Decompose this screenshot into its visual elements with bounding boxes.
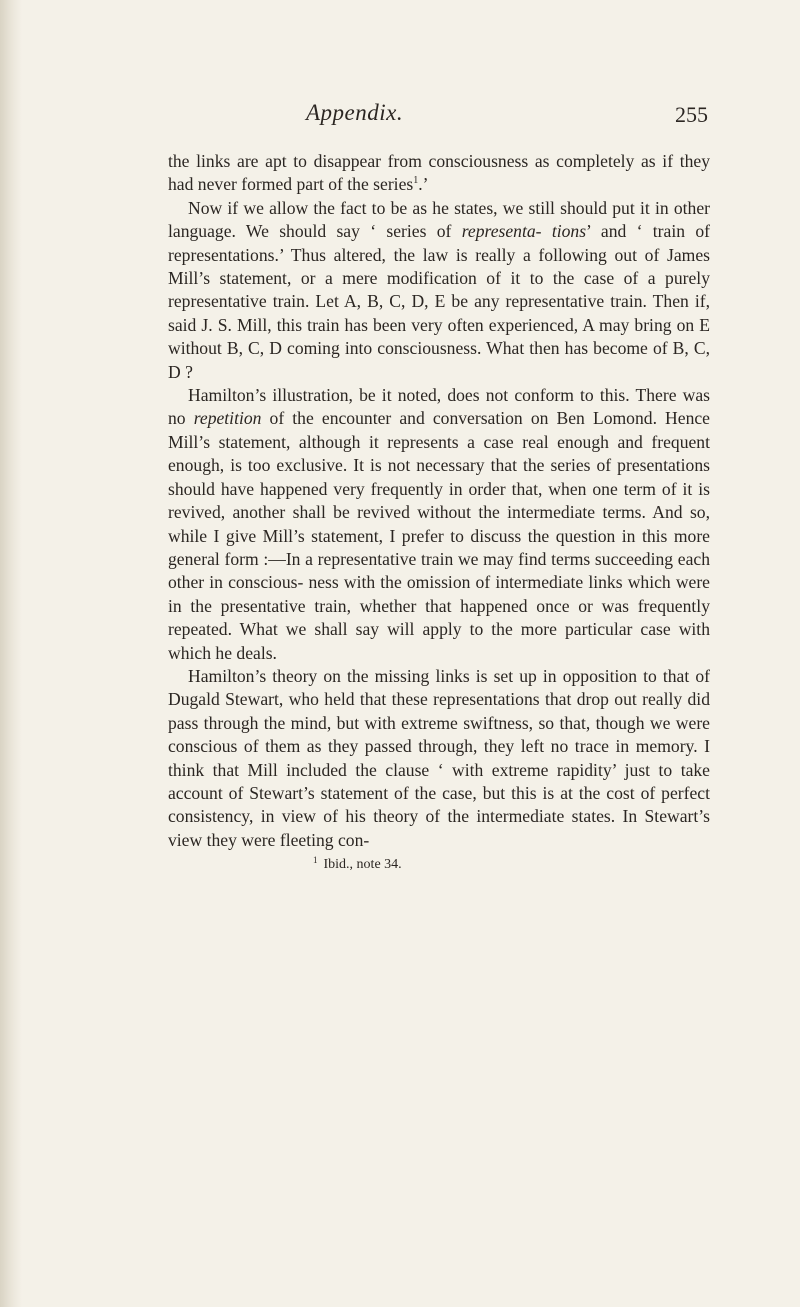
body-text (168, 150, 710, 852)
book-page (168, 100, 710, 874)
page-gutter-shadow (0, 0, 22, 1307)
paragraph-2-text-b: ’ and ‘ train of representations.’ Thus altered, the law is really a following out of James Mill’s statement, or a mere modification of it to the case of a purely representative train. Let A, B, C, D, E be any representative train. Then if, said J. S. Mill, this train has been very often experienced, A may bring on E without B, C, D coming into consciousness. What then has become of B, C, D ? (168, 221, 710, 382)
footnote-reference: 1 (413, 175, 419, 187)
paragraph-1-text: the links are apt to disappear from consciousness as completely as if they had never formed part of the series (168, 151, 710, 195)
page-number: 255 (675, 102, 708, 127)
footnote-text: Ibid., note 34. (323, 857, 402, 873)
paragraph-1 (168, 150, 710, 197)
paragraph-2 (168, 197, 710, 384)
paragraph-1-end: .’ (418, 174, 429, 195)
paragraph-3-italic-term: repetition (193, 408, 262, 429)
paragraph-4: Hamilton’s theory on the missing links is set up in opposition to that of Dugald Stewart, who held that these representations that drop out really did pass through the mind, but with extreme swiftness, so that, though we were conscious of them as they passed through, they left no trace in memory. I think that Mill included the clause ‘ with extreme rapidity’ just to take account of Stewart’s statement of the case, but this is at the cost of perfect consistency, in view of his theory of the intermediate states. In Stewart’s view they were fleeting con- (168, 665, 710, 850)
paragraph-3-text-b: of the encounter and conversation on Ben Lomond. Hence Mill’s statement, although it represents a case real enough and frequent enough, is too exclusive. It is not necessary that the series of presentations should have happened very frequently in order that, when one term of it is revived, another shall be revived without the intermediate terms. And so, while I give Mill’s statement, I prefer to discuss the question in this more general form :—In a representative train we may find terms succeeding each other in conscious- ness with the omission of intermediate links which were in the presentative train, whether that happened once or was frequently repeated. What we shall say will apply to the more particular case with which he deals. (168, 408, 710, 663)
paragraph-3 (168, 384, 710, 665)
paragraph-3-text-a: Hamilton’s illustration, be it noted, does not conform to this. There was no (168, 385, 710, 429)
paragraph-2-text-a: Now if we allow the fact to be as he states, we still should put it in other language. We should say ‘ series of (168, 197, 710, 242)
footnote-marker: 1 (313, 854, 318, 865)
running-head-title: Appendix. (306, 100, 404, 125)
footnote (168, 856, 710, 874)
paragraph-2-italic-term: representa- tions (461, 221, 587, 242)
running-head (168, 100, 710, 150)
